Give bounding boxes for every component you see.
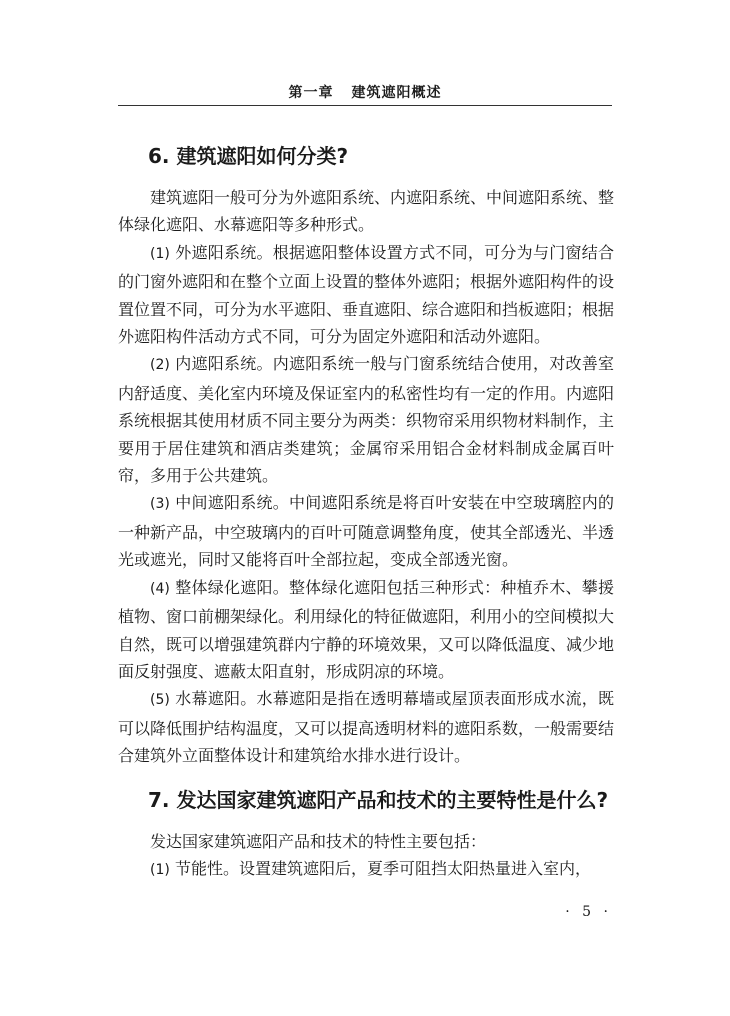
item-number: (3) <box>150 496 170 513</box>
item-number: (2) <box>150 357 170 374</box>
section-6-item-2 <box>118 350 614 489</box>
running-header <box>118 82 612 102</box>
section-7-intro: 发达国家建筑遮阳产品和技术的特性主要包括： <box>150 831 487 851</box>
section-6-item-1 <box>118 239 614 351</box>
item-text: 水幕遮阳。水幕遮阳是指在透明幕墙或屋顶表面形成水流，既可以降低围护结构温度，又可以提高透明材料的遮阳系数，一般需要结合建筑外立面整体设计和建筑给水排水进行设计。 <box>118 689 615 766</box>
chapter-label: 第一章 <box>288 85 334 101</box>
section-6-item-5 <box>118 685 614 769</box>
item-text: 外遮阳系统。根据遮阳整体设置方式不同，可分为与门窗结合的门窗外遮阳和在整个立面上设置的整体外遮阳；根据外遮阳构件的设置位置不同，可分为水平遮阳、垂直遮阳、综合遮阳和挡板遮阳；根据外遮阳构件活动方式不同，可分为固定外遮阳和活动外遮阳。 <box>118 242 615 347</box>
section-6-item-4 <box>118 574 614 686</box>
item-number: (1) <box>150 245 170 262</box>
page-content <box>118 130 614 884</box>
header-rule <box>118 105 612 106</box>
chapter-title: 建筑遮阳概述 <box>351 85 442 101</box>
section-6-intro: 建筑遮阳一般可分为外遮阳系统、内遮阳系统、中间遮阳系统、整体绿化遮阳、水幕遮阳等多种形式。 <box>118 188 615 235</box>
item-number: (4) <box>150 580 170 597</box>
item-text: 内遮阳系统。内遮阳系统一般与门窗系统结合使用，对改善室内舒适度、美化室内环境及保证室内的私密性均有一定的作用。内遮阳系统根据其使用材质不同主要分为两类：织物帘采用织物材料制作，主要用于居住建筑和酒店类建筑；金属帘采用铝合金材料制成金属百叶帘，多用于公共建筑。 <box>118 354 615 486</box>
section-6-item-3 <box>118 489 614 573</box>
item-number: (1) <box>150 861 170 878</box>
section-7-heading: 7. 发达国家建筑遮阳产品和技术的主要特性是什么? <box>148 787 609 812</box>
item-text: 整体绿化遮阳。整体绿化遮阳包括三种形式：种植乔木、攀援植物、窗口前棚架绿化。利用绿化的特征做遮阳，利用小的空间模拟大自然，既可以增强建筑群内宁静的环境效果，又可以降低温度、减少地面反射强度、遮蔽太阳直射，形成阴凉的环境。 <box>118 577 615 681</box>
page-number: · 5 · <box>565 904 612 920</box>
item-text: 节能性。设置建筑遮阳后，夏季可阻挡太阳热量进入室内， <box>174 858 591 878</box>
section-7-item-1 <box>118 855 614 884</box>
item-text: 中间遮阳系统。中间遮阳系统是将百叶安装在中空玻璃腔内的一种新产品，中空玻璃内的百叶可随意调整角度，使其全部透光、半透光或遮光，同时又能将百叶全部拉起，变成全部透光窗。 <box>118 493 615 570</box>
section-6-heading: 6. 建筑遮阳如何分类? <box>148 144 349 168</box>
item-number: (5) <box>150 692 170 709</box>
